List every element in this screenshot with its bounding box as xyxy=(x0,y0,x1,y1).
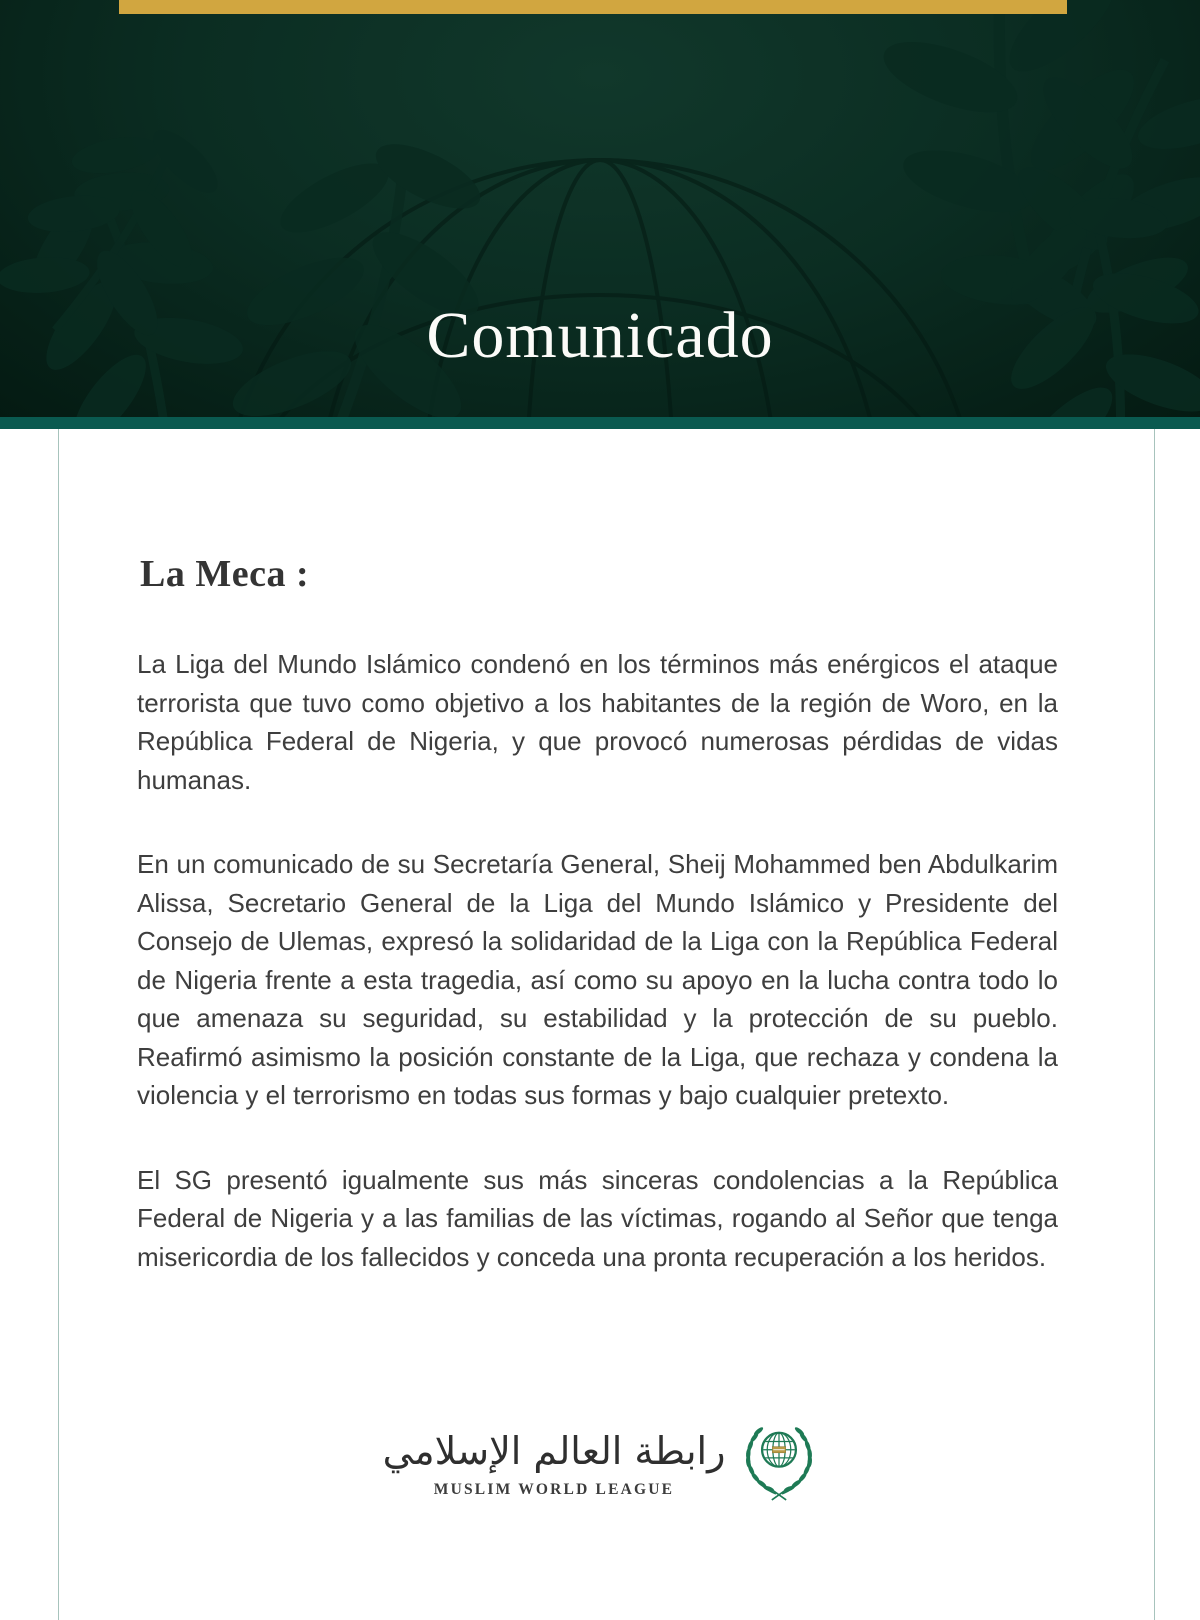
header-banner xyxy=(0,0,1200,417)
communique-text xyxy=(137,645,1058,1322)
logo-english-name: MUSLIM WORLD LEAGUE xyxy=(433,1481,675,1498)
gold-accent-bar xyxy=(119,0,1067,14)
teal-divider-bar xyxy=(0,417,1200,429)
logo-text-column xyxy=(383,1423,726,1499)
logo-arabic-calligraphy: رابطة العالم الإسلامي xyxy=(382,1429,726,1473)
paragraph-3: El SG presentó igualmente sus más sinceras condolencias a la República Federal de Nigeria y a las familias de las víctimas, rogando al Señor que tenga misericordia de los fallecidos y conceda una pronta recuperación a los heridos. xyxy=(137,1164,1058,1272)
page-title: Comunicado xyxy=(426,299,774,372)
muslim-world-league-logo xyxy=(0,1420,1200,1502)
globe-wreath-emblem-icon xyxy=(741,1420,817,1502)
paragraph-1: La Liga del Mundo Islámico condenó en los términos más enérgicos el ataque terrorista que tuvo como objetivo a los habitantes de la región de Woro, en la República Federal de Nigeria, y que provocó numerosas pérdidas de vidas humanas. xyxy=(137,649,1058,795)
location-heading: La Meca : xyxy=(140,553,310,595)
paragraph-2: En un comunicado de su Secretaría General, Sheij Mohammed ben Abdulkarim Alissa, Secretario General de la Liga del Mundo Islámico y Presidente del Consejo de Ulemas, expresó la solidaridad de la Liga con la República Federal de Nigeria frente a esta tragedia, así como su apoyo en la lucha contra todo lo que amenaza su seguridad, su estabilidad y la protección de su pueblo. Reafirmó asimismo la posición constante de la Liga, que rechaza y condena la violencia y el terrorismo en todas sus formas y bajo cualquier pretexto. xyxy=(137,849,1058,1110)
